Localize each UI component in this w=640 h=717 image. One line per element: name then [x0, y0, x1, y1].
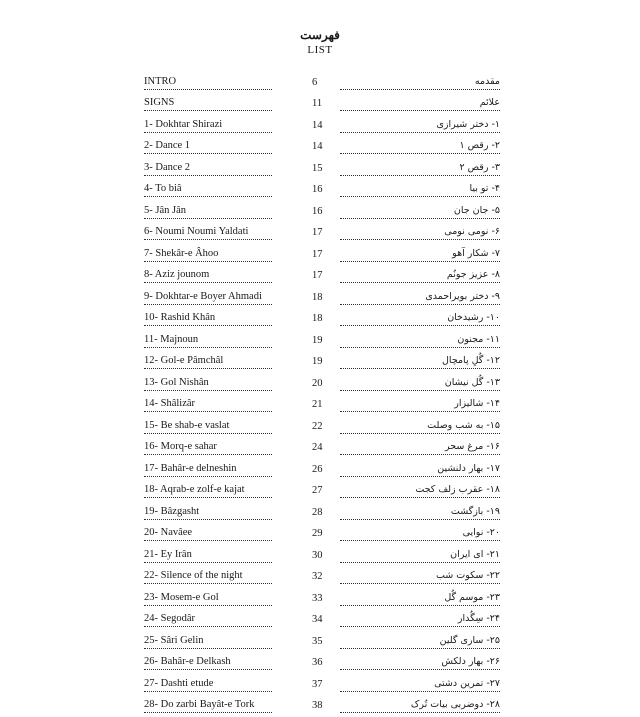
list-item	[0, 330, 640, 352]
list-item	[0, 502, 640, 524]
list-item	[0, 373, 640, 395]
page-title-persian: فهرست	[0, 28, 640, 43]
contents-list	[0, 72, 640, 717]
entry-title-english-text: 2- Dance 1	[144, 140, 191, 151]
entry-page-number: 16	[312, 205, 342, 218]
entry-title-persian: ۲۰- نوایی	[340, 526, 500, 541]
list-item	[0, 352, 640, 374]
entry-title-english	[144, 204, 272, 219]
entry-page-number: 26	[312, 463, 342, 476]
entry-page-number: 14	[312, 140, 342, 153]
entry-title-english-text: 22- Silence of the night	[144, 570, 244, 581]
entry-title-persian: ۶- نومی نومی	[340, 225, 500, 240]
entry-page-number: 35	[312, 635, 342, 648]
entry-title-persian: ۱۱- مجنون	[340, 333, 500, 348]
entry-title-english-text: 7- Shekâr-e Âhoo	[144, 248, 219, 259]
entry-title-persian: ۲۳- موسم گُل	[340, 591, 500, 606]
entry-page-number: 32	[312, 570, 342, 583]
entry-title-english	[144, 75, 272, 90]
entry-page-number: 37	[312, 678, 342, 691]
entry-title-english	[144, 612, 272, 627]
entry-title-persian: ۱- دختر شیرازی	[340, 118, 500, 133]
entry-title-english	[144, 419, 272, 434]
entry-title-english-text: 9- Dokhtar-e Boyer Ahmadi	[144, 291, 263, 302]
entry-title-english-text: 20- Navâee	[144, 527, 193, 538]
list-item	[0, 653, 640, 675]
entry-title-english-text: 18- Aqrab-e zolf-e kajat	[144, 484, 246, 495]
entry-page-number: 11	[312, 97, 342, 110]
entry-title-english	[144, 505, 272, 520]
entry-title-persian: ۴- تو بیا	[340, 182, 500, 197]
list-item	[0, 631, 640, 653]
list-item	[0, 137, 640, 159]
entry-page-number: 14	[312, 119, 342, 132]
entry-title-english-text: 16- Morq-e sahar	[144, 441, 218, 452]
list-item	[0, 524, 640, 546]
entry-title-english	[144, 677, 272, 692]
entry-title-english	[144, 698, 272, 713]
entry-title-persian: ۲۶- بهار دلکش	[340, 655, 500, 670]
entry-page-number: 30	[312, 549, 342, 562]
entry-title-english	[144, 161, 272, 176]
list-item	[0, 416, 640, 438]
entry-title-english	[144, 311, 272, 326]
list-item	[0, 395, 640, 417]
entry-page-number: 21	[312, 398, 342, 411]
entry-title-english-text: 23- Mosem-e Gol	[144, 592, 220, 603]
entry-title-persian: ۱۶- مرغ سحر	[340, 440, 500, 455]
entry-page-number: 27	[312, 484, 342, 497]
entry-title-english-text: 4- To biâ	[144, 183, 183, 194]
entry-title-english	[144, 118, 272, 133]
entry-title-persian: ۷- شکار آهو	[340, 247, 500, 262]
entry-title-english-text: 24- Segodâr	[144, 613, 196, 624]
list-item	[0, 545, 640, 567]
entry-title-english-text: 21- Ey Irân	[144, 549, 193, 560]
entry-title-english	[144, 247, 272, 262]
entry-page-number: 36	[312, 656, 342, 669]
entry-title-persian: ۲- رقص ۱	[340, 139, 500, 154]
entry-title-persian: ۲۸- دوضربی بیات تُرک	[340, 698, 500, 713]
entry-page-number: 17	[312, 226, 342, 239]
entry-page-number: 18	[312, 312, 342, 325]
list-item	[0, 309, 640, 331]
entry-page-number: 17	[312, 248, 342, 261]
entry-title-persian: مقدمه	[340, 75, 500, 90]
list-item	[0, 72, 640, 94]
entry-title-persian: ۲۷- تمرین دشتی	[340, 677, 500, 692]
entry-title-english-text: INTRO	[144, 76, 177, 87]
entry-page-number: 38	[312, 699, 342, 712]
entry-title-english-text: 13- Gol Nishân	[144, 377, 210, 388]
entry-title-english-text: 15- Be shab-e vaslat	[144, 420, 230, 431]
entry-page-number: 19	[312, 355, 342, 368]
list-item	[0, 438, 640, 460]
entry-title-english	[144, 548, 272, 563]
entry-title-persian: علائم	[340, 96, 500, 111]
list-item	[0, 588, 640, 610]
entry-title-english	[144, 569, 272, 584]
entry-page-number: 15	[312, 162, 342, 175]
list-item	[0, 266, 640, 288]
entry-page-number: 19	[312, 334, 342, 347]
entry-title-english-text: 12- Gol-e Pâmchâl	[144, 355, 224, 366]
entry-title-english-text: 1- Dokhtar Shirazi	[144, 119, 223, 130]
page-title-english: LIST	[0, 44, 640, 56]
list-item	[0, 287, 640, 309]
entry-title-english	[144, 591, 272, 606]
entry-page-number: 24	[312, 441, 342, 454]
entry-title-english	[144, 139, 272, 154]
entry-title-english	[144, 526, 272, 541]
entry-title-english-text: 14- Shâlizâr	[144, 398, 196, 409]
entry-title-english	[144, 462, 272, 477]
list-item	[0, 610, 640, 632]
entry-page-number: 16	[312, 183, 342, 196]
entry-page-number: 6	[312, 76, 342, 89]
entry-title-english-text: 25- Sâri Gelin	[144, 635, 205, 646]
entry-title-english	[144, 182, 272, 197]
entry-page-number: 20	[312, 377, 342, 390]
entry-page-number: 34	[312, 613, 342, 626]
entry-title-english-text: 11- Majnoun	[144, 334, 199, 345]
list-item	[0, 481, 640, 503]
entry-page-number: 17	[312, 269, 342, 282]
list-item	[0, 223, 640, 245]
list-item	[0, 567, 640, 589]
entry-title-english-text: 17- Bahâr-e delneshin	[144, 463, 238, 474]
entry-title-persian: ۹- دختر بویراحمدی	[340, 290, 500, 305]
list-item	[0, 696, 640, 717]
entry-title-persian: ۱۵- به شب وصلت	[340, 419, 500, 434]
entry-title-english	[144, 655, 272, 670]
entry-title-english-text: 10- Rashid Khân	[144, 312, 216, 323]
entry-title-persian: ۸- عزیز جونُم	[340, 268, 500, 283]
entry-title-english-text: 8- Aziz jounom	[144, 269, 210, 280]
entry-page-number: 28	[312, 506, 342, 519]
entry-title-english	[144, 225, 272, 240]
entry-title-english-text: 28- Do zarbi Bayât-e Tork	[144, 699, 255, 710]
entry-title-english-text: 26- Bahâr-e Delkash	[144, 656, 232, 667]
entry-title-english	[144, 268, 272, 283]
entry-title-persian: ۳- رقص ۲	[340, 161, 500, 176]
entry-title-persian: ۱۲- گُلِ پامچال	[340, 354, 500, 369]
entry-title-english-text: 3- Dance 2	[144, 162, 191, 173]
entry-page-number: 29	[312, 527, 342, 540]
entry-title-persian: ۱۷- بهار دلنشین	[340, 462, 500, 477]
entry-title-english	[144, 333, 272, 348]
entry-title-english-text: 5- Jân Jân	[144, 205, 187, 216]
list-item	[0, 94, 640, 116]
list-item	[0, 201, 640, 223]
entry-title-english-text: 6- Noumi Noumi Yaldati	[144, 226, 249, 237]
entry-title-english-text: 19- Bâzgasht	[144, 506, 200, 517]
entry-title-english	[144, 397, 272, 412]
list-item	[0, 459, 640, 481]
list-item	[0, 244, 640, 266]
entry-page-number: 33	[312, 592, 342, 605]
entry-title-persian: ۵- جان جان	[340, 204, 500, 219]
entry-title-english	[144, 440, 272, 455]
list-item	[0, 674, 640, 696]
entry-title-persian: ۲۲- سکوت شب	[340, 569, 500, 584]
entry-title-english	[144, 634, 272, 649]
entry-title-persian: ۲۴- سِگُدار	[340, 612, 500, 627]
entry-page-number: 18	[312, 291, 342, 304]
entry-title-english-text: SIGNS	[144, 97, 175, 108]
list-item	[0, 158, 640, 180]
entry-title-english	[144, 376, 272, 391]
entry-title-persian: ۲۵- ساری گلین	[340, 634, 500, 649]
entry-title-english	[144, 354, 272, 369]
entry-title-persian: ۱۳- گُل نیشان	[340, 376, 500, 391]
entry-title-persian: ۱۹- بازگشت	[340, 505, 500, 520]
entry-title-persian: ۲۱- ای ایران	[340, 548, 500, 563]
entry-title-english	[144, 96, 272, 111]
entry-title-english-text: 27- Dashti etude	[144, 678, 214, 689]
entry-title-persian: ۱۴- شالیزار	[340, 397, 500, 412]
list-item	[0, 180, 640, 202]
entry-title-english	[144, 290, 272, 305]
list-item	[0, 115, 640, 137]
entry-title-persian: ۱۰- رشیدخان	[340, 311, 500, 326]
entry-title-persian: ۱۸- عقرب زلف کجت	[340, 483, 500, 498]
entry-page-number: 22	[312, 420, 342, 433]
entry-title-english	[144, 483, 272, 498]
